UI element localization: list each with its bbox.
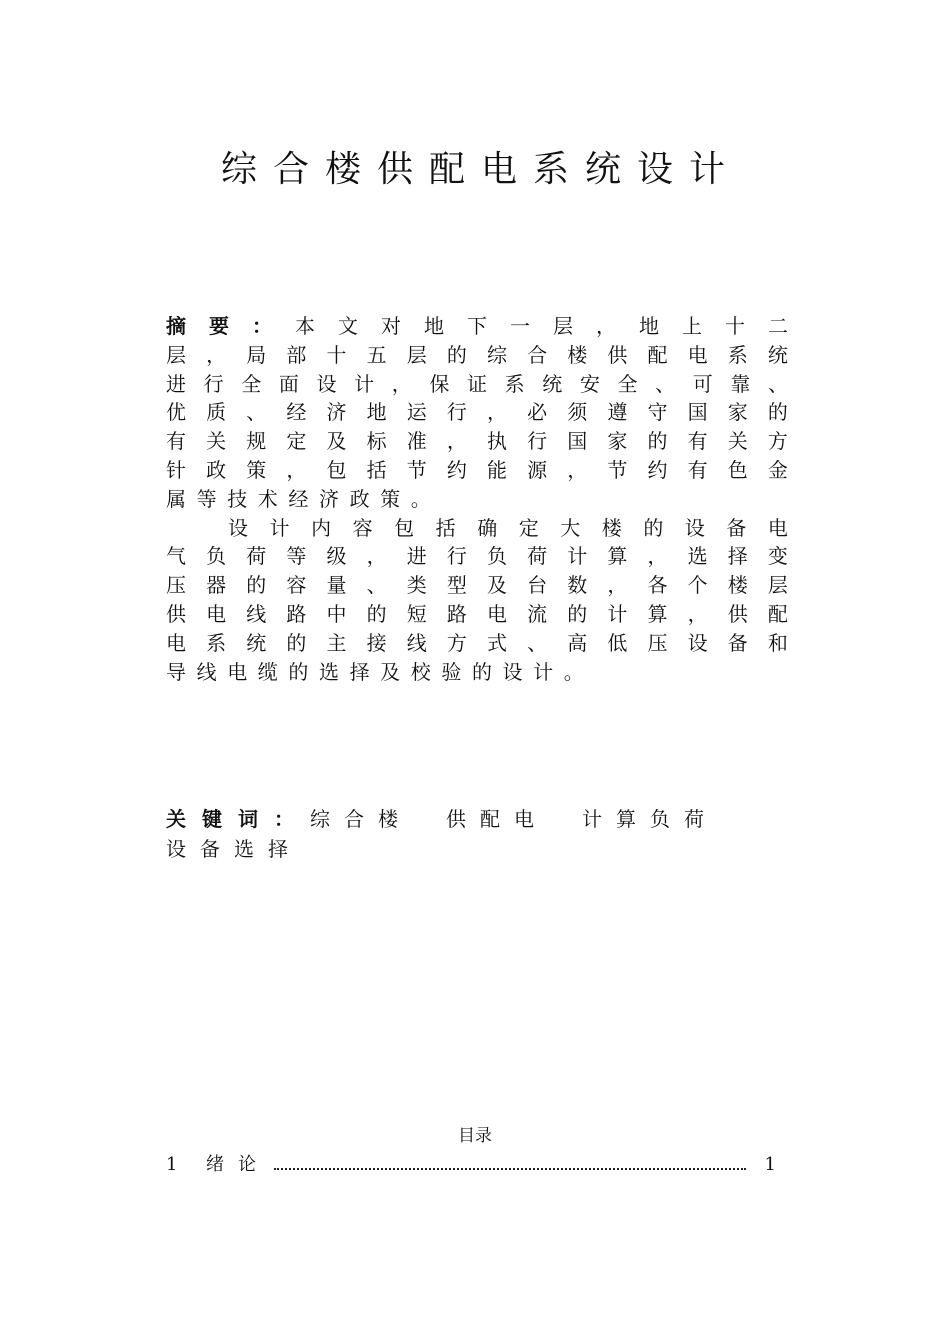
abstract-char: 、 [655,371,676,396]
abstract-char: 内 [311,515,332,540]
abstract-line-3 [166,370,788,399]
abstract-p2-line-1 [166,514,788,543]
abstract-char: 设 [228,515,248,540]
abstract-char: 压 [166,573,186,598]
abstract-char: 备 [727,630,748,655]
toc-item-number: 1 [166,1154,178,1175]
abstract-char: 的 [288,659,309,684]
abstract-char: 低 [607,630,628,655]
abstract-char: 型 [446,573,467,598]
abstract-char: 技 [227,486,248,511]
toc-item[interactable] [166,1152,776,1178]
abstract-char: 容 [352,515,373,540]
abstract-char: 的 [643,515,664,540]
abstract-char: 括 [366,457,387,482]
abstract-char: 术 [257,486,278,511]
toc-item-title: 绪论 [206,1154,270,1175]
abstract-char: 质 [206,400,227,425]
toc-item-page: 1 [764,1154,776,1175]
abstract-char: 荷 [246,544,267,569]
abstract-char: ， [366,544,387,569]
abstract-char: 包 [394,515,415,540]
abstract-char: 选 [687,544,708,569]
abstract-char: 楼 [567,342,588,367]
abstract-char: 配 [647,342,668,367]
abstract-char: 、 [246,400,267,425]
abstract-char: 的 [286,630,307,655]
abstract-char: 要 [209,314,229,338]
abstract-char: 主 [326,630,347,655]
abstract-char: 家 [607,429,628,454]
abstract-char: 约 [446,457,467,482]
abstract-char: 短 [406,601,427,626]
abstract-line-4 [166,398,788,427]
abstract-char: 、 [768,371,788,396]
abstract-char: 的 [366,601,387,626]
abstract-char: ， [687,601,708,626]
abstract-char: 优 [166,400,186,425]
abstract-char: 选 [318,659,339,684]
abstract-char: 等 [196,486,217,511]
abstract-char: 供 [607,342,628,367]
keywords-label: 关键词： [166,807,310,831]
abstract-char: 对 [381,314,401,338]
abstract-char: 济 [318,486,339,511]
abstract-char: 执 [487,429,507,454]
abstract-char: 政 [206,457,227,482]
abstract-char: 国 [687,400,708,425]
abstract-char: 进 [406,544,427,569]
abstract-char: 摘 [166,314,186,338]
abstract-char: 设 [684,515,705,540]
abstract-char: ， [206,342,227,367]
abstract-char: 节 [607,457,628,482]
abstract-char: 容 [286,573,307,598]
abstract-char: 、 [366,573,387,598]
abstract-char: 一 [510,314,530,338]
abstract-char: 大 [560,515,581,540]
abstract-char: 供 [166,601,186,626]
abstract-char: 电 [166,630,186,655]
abstract-char: 变 [767,544,788,569]
abstract-char: 节 [406,457,427,482]
abstract-char: 校 [410,659,431,684]
abstract-char: 流 [527,601,548,626]
abstract-char: 级 [326,544,347,569]
abstract-char: 备 [726,515,747,540]
abstract-char: 下 [467,314,487,338]
abstract-char: 电 [227,659,248,684]
abstract-char: 层 [406,342,427,367]
abstract-char: 设 [687,630,708,655]
abstract-char: ， [446,429,467,454]
abstract-char: ， [567,457,588,482]
abstract-char: 及 [380,659,401,684]
abstract-char: 合 [527,342,548,367]
abstract-char: 负 [487,544,507,569]
abstract-char: 器 [206,573,227,598]
abstract-char: 。 [563,659,584,684]
abstract-char: 方 [767,429,788,454]
abstract-char: 上 [682,314,702,338]
abstract-char: 针 [166,457,186,482]
abstract-char: 层 [166,342,186,367]
abstract-char: 地 [366,400,387,425]
abstract-char: 遵 [607,400,628,425]
abstract-char: 全 [241,371,262,396]
abstract-char: 算 [607,544,628,569]
abstract-char: 统 [767,342,788,367]
abstract-char: 层 [767,573,788,598]
abstract-char: 家 [727,400,748,425]
abstract-char: 统 [542,371,563,396]
abstract-line-1 [166,312,788,341]
abstract-char: 线 [246,601,267,626]
abstract-char: 各 [647,573,668,598]
abstract-char: 的 [567,601,588,626]
toc-title: 目录 [458,1126,492,1146]
abstract-char: 准 [406,429,427,454]
abstract-char: 面 [278,371,299,396]
abstract-char: 计 [607,601,628,626]
abstract-char: 中 [326,601,347,626]
abstract-char: 楼 [601,515,622,540]
abstract-char: ， [596,314,616,338]
abstract-char: 缆 [257,659,278,684]
abstract-char: 算 [647,601,668,626]
toc-leader-dots [274,1154,746,1170]
abstract-char: 金 [767,457,788,482]
abstract-char: 证 [467,371,487,396]
abstract-char: 守 [647,400,668,425]
abstract-char: 保 [429,371,450,396]
abstract-char: 式 [487,630,507,655]
abstract-char: 须 [567,400,588,425]
abstract-char: 量 [326,573,347,598]
abstract-char: 统 [246,630,267,655]
abstract-p2-line-2 [166,542,788,571]
abstract-char: 及 [487,573,507,598]
abstract-char: 能 [487,457,507,482]
abstract-char: 约 [647,457,668,482]
abstract-char: 择 [727,544,748,569]
abstract-char: 关 [206,429,227,454]
abstract-char: 全 [617,371,638,396]
abstract-char: 电 [687,342,708,367]
abstract-char: 方 [446,630,467,655]
abstract-char: 局 [246,342,267,367]
abstract-char: 的 [446,342,467,367]
abstract-char: 负 [206,544,227,569]
abstract-char: 台 [527,573,548,598]
abstract-char: 的 [471,659,492,684]
abstract-char: 的 [246,573,267,598]
abstract-char: 策 [246,457,267,482]
abstract-char: 可 [692,371,713,396]
abstract-char: 本 [295,314,315,338]
keywords-values: 综合楼 供配电 计算负荷 [310,807,718,831]
abstract-char: 有 [166,429,186,454]
abstract-char: 导 [166,659,186,684]
abstract-char: 电 [767,515,788,540]
abstract-p2-line-6 [166,658,788,687]
abstract-char: 接 [366,630,387,655]
abstract-char: 文 [338,314,358,338]
abstract-char: ， [391,371,412,396]
abstract-char: 的 [647,429,668,454]
abstract-char: 地 [639,314,659,338]
abstract-char: 、 [527,630,548,655]
abstract-char: 线 [406,630,427,655]
abstract-char: 源 [527,457,548,482]
abstract-char: 行 [203,371,224,396]
page-title: 综合楼供配电系统设计 [220,149,741,190]
abstract-char: 五 [366,342,387,367]
abstract-char: 高 [567,630,588,655]
abstract-char: 楼 [727,573,748,598]
abstract-char: 设 [502,659,523,684]
abstract-char: 系 [206,630,227,655]
abstract-char: 有 [687,457,708,482]
abstract-char: 地 [424,314,444,338]
abstract-char: 括 [435,515,456,540]
keywords-line-2: 设备选择 [166,837,302,861]
abstract-char: 数 [567,573,588,598]
abstract-p2-line-3 [166,571,788,600]
abstract-char: 关 [727,429,748,454]
abstract-char: 国 [567,429,588,454]
abstract-char: 电 [487,601,507,626]
abstract-char: 和 [767,630,788,655]
abstract-char: 综 [487,342,507,367]
abstract-char: 线 [196,659,217,684]
abstract-char: 计 [567,544,588,569]
abstract-char: 路 [446,601,467,626]
abstract-char: 经 [288,486,309,511]
abstract-char: 政 [349,486,370,511]
abstract-char: 策 [380,486,401,511]
abstract-char: 色 [727,457,748,482]
abstract-char: 行 [446,544,467,569]
abstract-char: 择 [349,659,370,684]
abstract-p2-line-5 [166,629,788,658]
abstract-char: 计 [354,371,375,396]
abstract-line-5 [166,427,788,456]
abstract-char: 系 [727,342,748,367]
abstract-char: 计 [533,659,554,684]
abstract-char: 路 [286,601,307,626]
abstract-section [166,312,788,686]
abstract-char: 属 [166,486,186,511]
abstract-char: 个 [687,573,708,598]
abstract-char: 层 [553,314,573,338]
abstract-char: 气 [166,544,186,569]
abstract-char: ， [286,457,307,482]
abstract-char: 二 [768,314,788,338]
abstract-char: ， [487,400,507,425]
abstract-char: 定 [518,515,539,540]
abstract-char: 验 [441,659,462,684]
abstract-line-2 [166,341,788,370]
abstract-char: 部 [286,342,307,367]
abstract-char: 设 [316,371,337,396]
abstract-char: 电 [206,601,227,626]
abstract-char: ： [252,314,272,338]
abstract-char: 系 [504,371,525,396]
abstract-char: 必 [527,400,548,425]
abstract-char: 荷 [527,544,548,569]
abstract-p2-line-4 [166,600,788,629]
abstract-char: 配 [767,601,788,626]
abstract-line-7 [166,485,788,514]
abstract-char: 的 [767,400,788,425]
abstract-char: 运 [406,400,427,425]
abstract-char: 十 [725,314,745,338]
abstract-char: 行 [527,429,548,454]
abstract-char: ， [647,544,668,569]
abstract-char: 供 [727,601,748,626]
abstract-char: 压 [647,630,668,655]
abstract-line-6 [166,456,788,485]
keywords-section [166,804,772,864]
abstract-char: 进 [166,371,186,396]
abstract-char: 规 [246,429,267,454]
abstract-char: 。 [410,486,431,511]
abstract-char: 有 [687,429,708,454]
abstract-char: 济 [326,400,347,425]
abstract-char: 十 [326,342,347,367]
abstract-char: 靠 [730,371,751,396]
abstract-char: 及 [326,429,347,454]
abstract-char: 安 [579,371,600,396]
abstract-char: 经 [286,400,307,425]
abstract-char: 计 [269,515,290,540]
abstract-char: ， [607,573,628,598]
abstract-char: 行 [446,400,467,425]
abstract-char: 确 [477,515,498,540]
abstract-char: 类 [406,573,427,598]
abstract-char: 包 [326,457,347,482]
abstract-char: 标 [366,429,387,454]
abstract-char: 等 [286,544,307,569]
abstract-char: 定 [286,429,307,454]
keywords-line-1 [166,804,772,834]
